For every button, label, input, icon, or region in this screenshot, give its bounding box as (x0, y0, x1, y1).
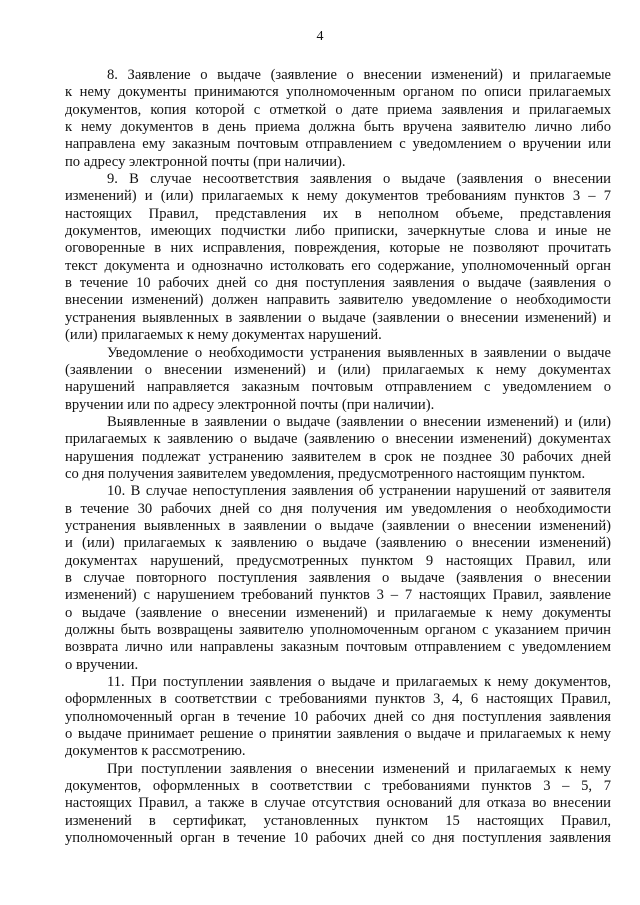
text-line: по адресу электронной почты (при наличии). (65, 153, 346, 170)
text-line: изменений в сертификат, установленных пунктом 15 настоящих Правил, (65, 812, 611, 829)
text-line: 9. В случае несоответствия заявления о выдаче (заявления о внесении (107, 171, 611, 188)
paragraph (65, 483, 611, 674)
text-line: и (или) прилагаемых к заявлению о выдаче (заявлению о внесении изменений) (65, 535, 611, 552)
text-line: нарушений направляется заказным почтовым отправлением с уведомлением о (65, 379, 611, 396)
text-line: вручении или по адресу электронной почты (при наличии). (65, 396, 435, 413)
text-line: 8. Заявление о выдаче (заявление о внесении изменений) и прилагаемые (107, 67, 611, 83)
text-line: к нему документов в день приема должна быть вручена заявителю лично либо (65, 119, 611, 136)
text-line: о выдаче (заявление о внесении изменений) и прилагаемые к нему документы (65, 604, 611, 621)
text-line: текст документа и однозначно истолковать его содержание, уполномоченный орган (65, 257, 611, 274)
paragraph (65, 345, 611, 414)
text-line: документов, имеющих подчистки либо приписки, зачеркнутые слова и иные не (65, 223, 611, 240)
text-line: При поступлении заявления о внесении изменений и прилагаемых к нему (107, 760, 611, 777)
text-line: документов, копия которой с отметкой о дате приема заявления и прилагаемых (65, 101, 611, 118)
text-line: настоящих Правил, представления их в неполном объеме, представления (65, 205, 611, 222)
text-line: оформленных в соответствии с требованиями пунктов 3, 4, 6 настоящих Правил, (65, 691, 611, 708)
paragraph (65, 414, 611, 483)
text-line: 10. В случае непоступления заявления об устранении нарушений от заявителя (107, 483, 611, 500)
text-line: (заявлении о внесении изменений) и (или) прилагаемых к нему документах (65, 361, 611, 378)
text-line: оговоренные в них исправления, повреждения, которые не позволяют прочитать (65, 240, 611, 257)
text-line: в течение 30 рабочих дней со дня получения им уведомления о необходимости (65, 500, 611, 517)
text-line: о вручении. (65, 656, 139, 673)
paragraph (65, 761, 611, 848)
text-line: направлена ему заказным почтовым отправлением с уведомлением о вручении или (65, 136, 611, 153)
text-line: настоящих Правил, а также в случае отсутствия оснований для отказа во внесении (65, 795, 611, 812)
paragraph (65, 171, 611, 344)
text-line: возврата лично или направлены заказным почтовым отправлением с уведомлением (65, 639, 611, 656)
text-line: документах нарушений, предусмотренных пунктом 9 настоящих Правил, или (65, 552, 611, 569)
text-line: в случае повторного поступления заявления о выдаче (заявления о внесении (65, 569, 611, 586)
text-line: уполномоченный орган в течение 10 рабочих дней со дня поступления заявления (65, 830, 611, 847)
text-line: изменений) и (или) прилагаемых к нему документов требованиям пунктов 3 – 7 (65, 188, 611, 205)
page-number: 4 (316, 29, 324, 44)
text-line: устранения выявленных в заявлении о выдаче (заявлении о внесении изменений) (65, 517, 611, 534)
paragraph (65, 674, 611, 761)
text-line: внесении изменений) должен направить заявителю уведомление о необходимости (65, 292, 611, 309)
paragraph (65, 67, 611, 171)
document-body (65, 67, 611, 847)
text-line: уполномоченный орган в течение 10 рабочих дней со дня поступления заявления (65, 708, 611, 725)
text-line: должны быть возвращены заявителю уполномоченным органом с указанием причин (65, 622, 611, 638)
text-line: устранения выявленных в заявлении о выдаче (заявлении о внесении изменений) и (65, 309, 611, 326)
text-line: со дня получения заявителем уведомления, предусмотренного настоящим пунктом. (65, 465, 586, 482)
text-line: прилагаемых к заявлению о выдаче (заявлению о внесении изменений) документах (65, 431, 611, 448)
text-line: Выявленные в заявлении о выдаче (заявлении о внесении изменений) и (или) (107, 413, 611, 430)
text-line: Уведомление о необходимости устранения выявленных в заявлении о выдаче (107, 344, 611, 361)
text-line: (или) прилагаемых к нему документах нарушений. (65, 327, 382, 344)
text-line: изменений) с нарушением требований пунктов 3 – 7 настоящих Правил, заявление (65, 587, 611, 604)
text-line: о выдаче принимает решение о принятии заявления о выдаче и прилагаемых к нему (65, 726, 611, 743)
text-line: нарушения подлежат устранению заявителем в срок не позднее 30 рабочих дней (65, 448, 611, 465)
text-line: к нему документы принимаются уполномоченным органом по описи прилагаемых (65, 84, 611, 101)
text-line: 11. При поступлении заявления о выдаче и прилагаемых к нему документов, (107, 674, 611, 691)
text-line: документов к рассмотрению. (65, 743, 246, 760)
text-line: документов, оформленных в соответствии с требованиями пунктов 3 – 5, 7 (65, 778, 611, 795)
text-line: в течение 10 рабочих дней со дня поступления заявления о выдаче (заявления о (65, 275, 611, 292)
